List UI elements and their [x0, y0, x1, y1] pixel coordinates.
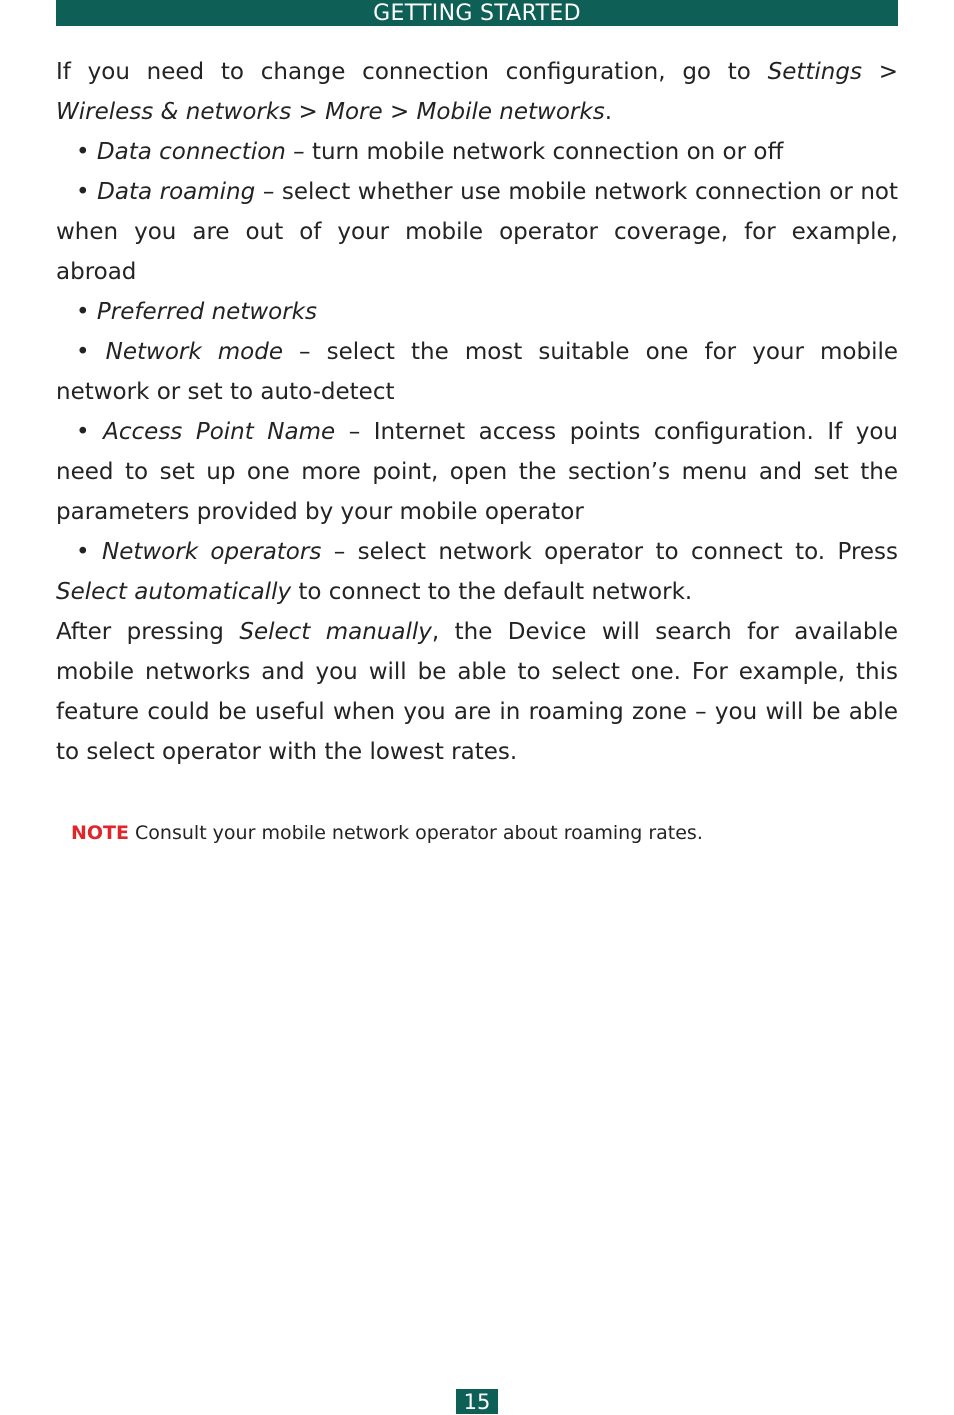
path-separator: >: [382, 99, 417, 125]
bullet-icon: •: [76, 339, 90, 365]
bullet-description: – select network operator to connect to. Press: [321, 539, 899, 565]
bullet-term: Preferred networks: [96, 299, 317, 325]
bullet-icon: •: [76, 299, 90, 325]
bullet-description: – Internet access points configuration. If you need to set up one more point, open the section’s menu and set the parameters provided by your mobile operator: [56, 419, 899, 525]
bullet-description: – select whether use mobile network connection or not when you are out of your mobile operator coverage, for example, abroad: [56, 179, 899, 285]
note-label: NOTE: [71, 822, 129, 844]
path-more: More: [325, 99, 383, 125]
section-header: [56, 0, 898, 26]
bullet-term: Data connection: [96, 139, 286, 165]
select-automatically-description: to connect to the default network.: [291, 579, 693, 605]
bullet-description: – select the most suitable one for your mobile network or set to auto-detect: [56, 339, 898, 405]
bullet-item-network-mode: [56, 332, 898, 412]
bullet-term: Network operators: [101, 539, 322, 565]
path-settings: Settings: [767, 59, 862, 85]
path-separator: >: [861, 59, 898, 85]
path-separator: >: [291, 99, 326, 125]
bullet-description: – turn mobile network connection on or off: [285, 139, 784, 165]
bullet-icon: •: [76, 139, 90, 165]
page-number: [456, 1389, 498, 1414]
intro-paragraph: [56, 52, 898, 132]
main-content: [56, 52, 898, 772]
note-box: [71, 818, 703, 848]
bullet-item-preferred-networks: [56, 292, 898, 332]
bullet-item-access-point-name: [56, 412, 898, 532]
bullet-term: Data roaming: [97, 179, 256, 205]
path-mobile-networks: Mobile networks: [416, 99, 605, 125]
intro-text: If you need to change connection configuration, go to: [56, 59, 768, 85]
note-text: Consult your mobile network operator about roaming rates.: [129, 822, 703, 844]
bullet-icon: •: [76, 539, 90, 565]
bullet-item-data-roaming: [56, 172, 898, 292]
bullet-item-data-connection: [56, 132, 898, 172]
after-pressing-intro: After pressing: [56, 619, 240, 645]
section-title: GETTING STARTED: [373, 1, 581, 26]
after-pressing-paragraph: [56, 612, 898, 772]
after-pressing-description: , the Device will search for available mobile networks and you will be able to select one. For example, this feature could be useful when you are in roaming zone – you will be able to select operator with the lowest rates.: [56, 619, 899, 765]
select-manually-term: Select manually: [239, 619, 432, 645]
bullet-item-network-operators: [56, 532, 898, 612]
page-number-text: 15: [463, 1390, 491, 1414]
select-automatically-term: Select automatically: [56, 579, 292, 605]
bullet-icon: •: [76, 419, 90, 445]
intro-end: .: [604, 99, 613, 125]
bullet-term: Access Point Name: [103, 419, 336, 445]
path-wireless: Wireless & networks: [56, 99, 292, 125]
bullet-term: Network mode: [105, 339, 283, 365]
bullet-icon: •: [76, 179, 90, 205]
